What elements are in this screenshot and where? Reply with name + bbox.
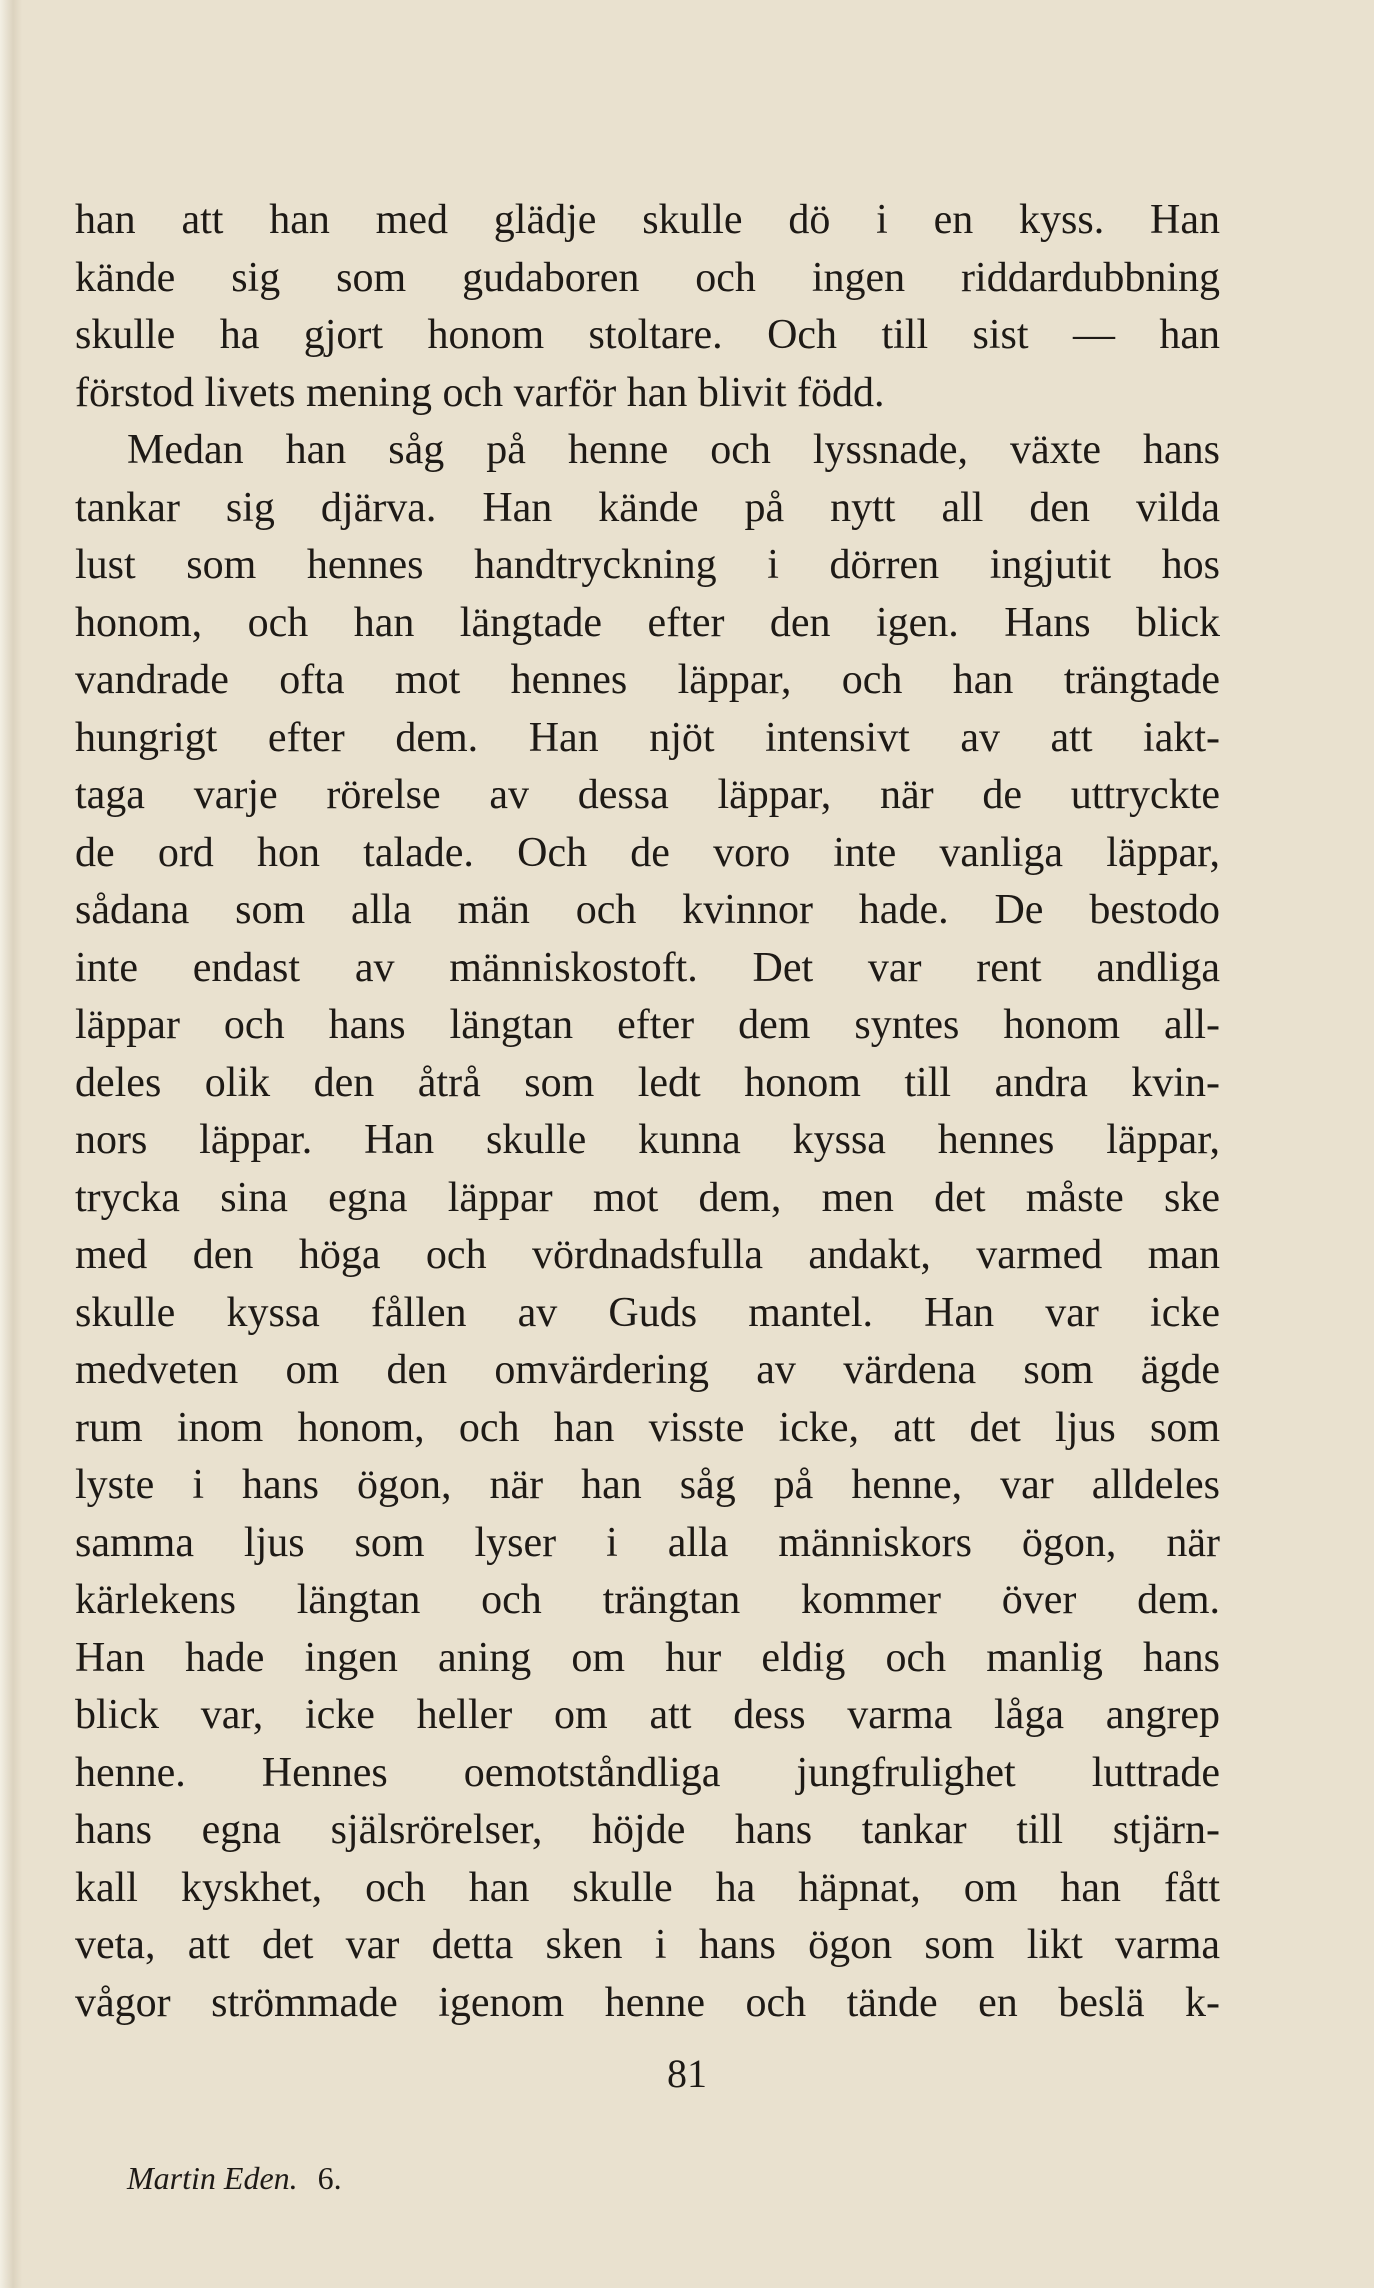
- text-line: kände sig som gudaboren och ingen riddardubbning: [75, 254, 1220, 301]
- text-line: veta, att det var detta sken i hans ögon som likt varma: [75, 1922, 1220, 1968]
- text-line: henne. Hennes oemotståndliga jungfrulighet luttrade: [75, 1749, 1220, 1796]
- page-number: 81: [667, 2051, 707, 2096]
- printer-signature: [127, 2160, 342, 2197]
- text-line: blick var, icke heller om att dess varma låga angrep: [75, 1692, 1220, 1738]
- text-line: sådana som alla män och kvinnor hade. De bestodo: [75, 887, 1220, 933]
- text-line: deles olik den åtrå som ledt honom till andra kvin-: [75, 1059, 1220, 1106]
- text-line: skulle ha gjort honom stoltare. Och till sist — han: [75, 312, 1220, 358]
- text-line: honom, och han längtade efter den igen. Hans blick: [75, 599, 1220, 646]
- text-line: med den höga och vördnadsfulla andakt, varmed man: [75, 1232, 1220, 1278]
- text-line: vandrade ofta mot hennes läppar, och han trängtade: [75, 657, 1220, 703]
- text-line: hungrigt efter dem. Han njöt intensivt av att iakt-: [75, 714, 1220, 761]
- text-line: de ord hon talade. Och de voro inte vanliga läppar,: [75, 829, 1220, 876]
- page-edge: [0, 0, 22, 2288]
- text-line: rum inom honom, och han visste icke, att det ljus som: [75, 1404, 1220, 1451]
- text-line: samma ljus som lyser i alla människors ögon, när: [75, 1519, 1220, 1566]
- body-text: [75, 192, 1220, 2032]
- text-line: lust som hennes handtryckning i dörren ingjutit hos: [75, 542, 1220, 588]
- text-line: taga varje rörelse av dessa läppar, när de uttryckte: [75, 772, 1220, 818]
- text-line: läppar och hans längtan efter dem syntes honom all-: [75, 1002, 1220, 1048]
- text-line: medveten om den omvärdering av värdena som ägde: [75, 1347, 1220, 1393]
- text-line: trycka sina egna läppar mot dem, men det måste ske: [75, 1174, 1220, 1221]
- signature-number: 6.: [317, 2160, 342, 2196]
- text-line: lyste i hans ögon, när han såg på henne, var alldeles: [75, 1462, 1220, 1508]
- text-line: Han hade ingen aning om hur eldig och manlig hans: [75, 1634, 1220, 1681]
- text-line: förstod livets mening och varför han blivit född.: [75, 369, 885, 416]
- text-line: hans egna själsrörelser, höjde hans tankar till stjärn-: [75, 1807, 1220, 1853]
- text-line: vågor strömmade igenom henne och tände en beslä k-: [75, 1979, 1220, 2026]
- text-line: skulle kyssa fållen av Guds mantel. Han var icke: [75, 1289, 1220, 1336]
- text-line: inte endast av människostoft. Det var rent andliga: [75, 944, 1220, 991]
- signature-title: Martin Eden.: [127, 2160, 298, 2196]
- text-line: han att han med glädje skulle dö i en kyss. Han: [75, 197, 1220, 243]
- text-line: Medan han såg på henne och lyssnade, växte hans: [127, 427, 1220, 473]
- text-line: kärlekens längtan och trängtan kommer över dem.: [75, 1577, 1220, 1623]
- text-line: nors läppar. Han skulle kunna kyssa hennes läppar,: [75, 1117, 1220, 1163]
- text-line: tankar sig djärva. Han kände på nytt all den vilda: [75, 484, 1220, 531]
- text-line: kall kyskhet, och han skulle ha häpnat, om han fått: [75, 1864, 1220, 1911]
